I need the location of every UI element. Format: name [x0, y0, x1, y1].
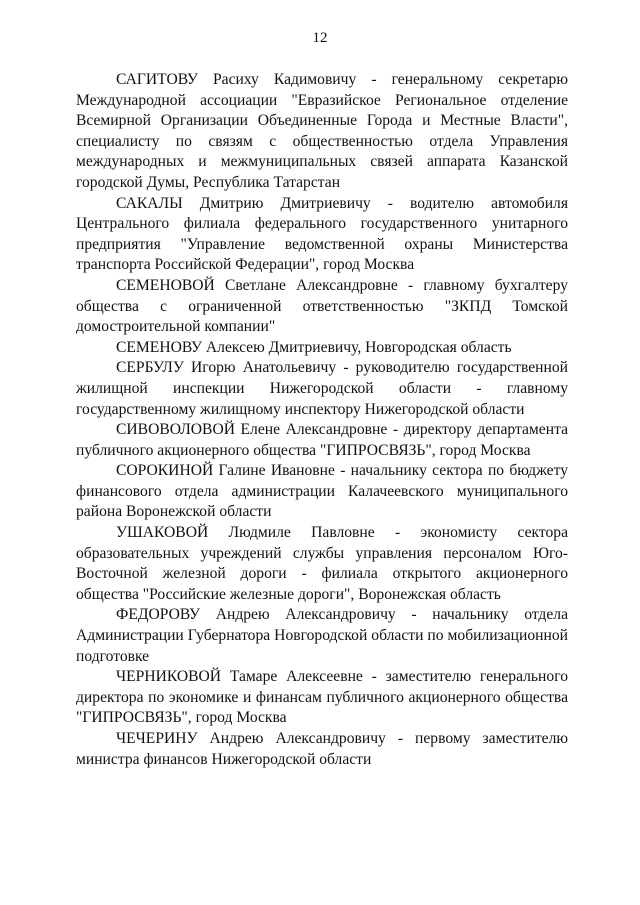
award-list — [76, 70, 568, 770]
list-item: СЕРБУЛУ Игорю Анатольевичу - руководителю государственной жилищной инспекции Нижегородской области - главному государственному жилищному инспектору Нижегородской области — [76, 359, 568, 418]
list-item: ЧЕРНИКОВОЙ Тамаре Алексеевне - заместителю генерального директора по экономике и финансам публичного акционерного общества "ГИПРОСВЯЗЬ", город Москва — [76, 668, 568, 727]
list-item: СОРОКИНОЙ Галине Ивановне - начальнику сектора по бюджету финансового отдела администрации Калачеевского муниципального района Воронежской области — [76, 462, 568, 521]
list-item: ФЕДОРОВУ Андрею Александровичу - начальнику отдела Администрации Губернатора Новгородской области по мобилизационной подготовке — [76, 606, 568, 665]
list-item: ЧЕЧЕРИНУ Андрею Александровичу - первому заместителю министра финансов Нижегородской области — [76, 730, 568, 768]
list-item: САКАЛЫ Дмитрию Дмитриевичу - водителю автомобиля Центрального филиала федерального государственного унитарного предприятия "Управление ведомственной охраны Министерства транспорта Российской Федерации", город Москва — [76, 194, 568, 274]
list-item: УШАКОВОЙ Людмиле Павловне - экономисту сектора образовательных учреждений службы управления персоналом Юго-Восточной железной дороги - филиала открытого акционерного общества "Российские железные дороги", Воронежская область — [76, 524, 568, 603]
list-item: САГИТОВУ Расиху Кадимовичу - генеральному секретарю Международной ассоциации "Евразийское Региональное отделение Всемирной Организации Объединенные Города и Местные Власти", специалисту по связям с общественностью отдела Управления международных и межмуниципальных связей аппарата Казанской городской Думы, Республика Татарстан — [76, 71, 568, 191]
list-item: СЕМЕНОВОЙ Светлане Александровне - главному бухгалтеру общества с ограниченной ответственностью "ЗКПД Томской домостроительной компании" — [76, 276, 568, 336]
list-item: СИВОВОЛОВОЙ Елене Александровне - директору департамента публичного акционерного общества "ГИПРОСВЯЗЬ", город Москва — [76, 421, 568, 459]
list-item: СЕМЕНОВУ Алексею Дмитриевичу, Новгородская область — [116, 338, 512, 356]
page-number: 12 — [312, 30, 328, 46]
